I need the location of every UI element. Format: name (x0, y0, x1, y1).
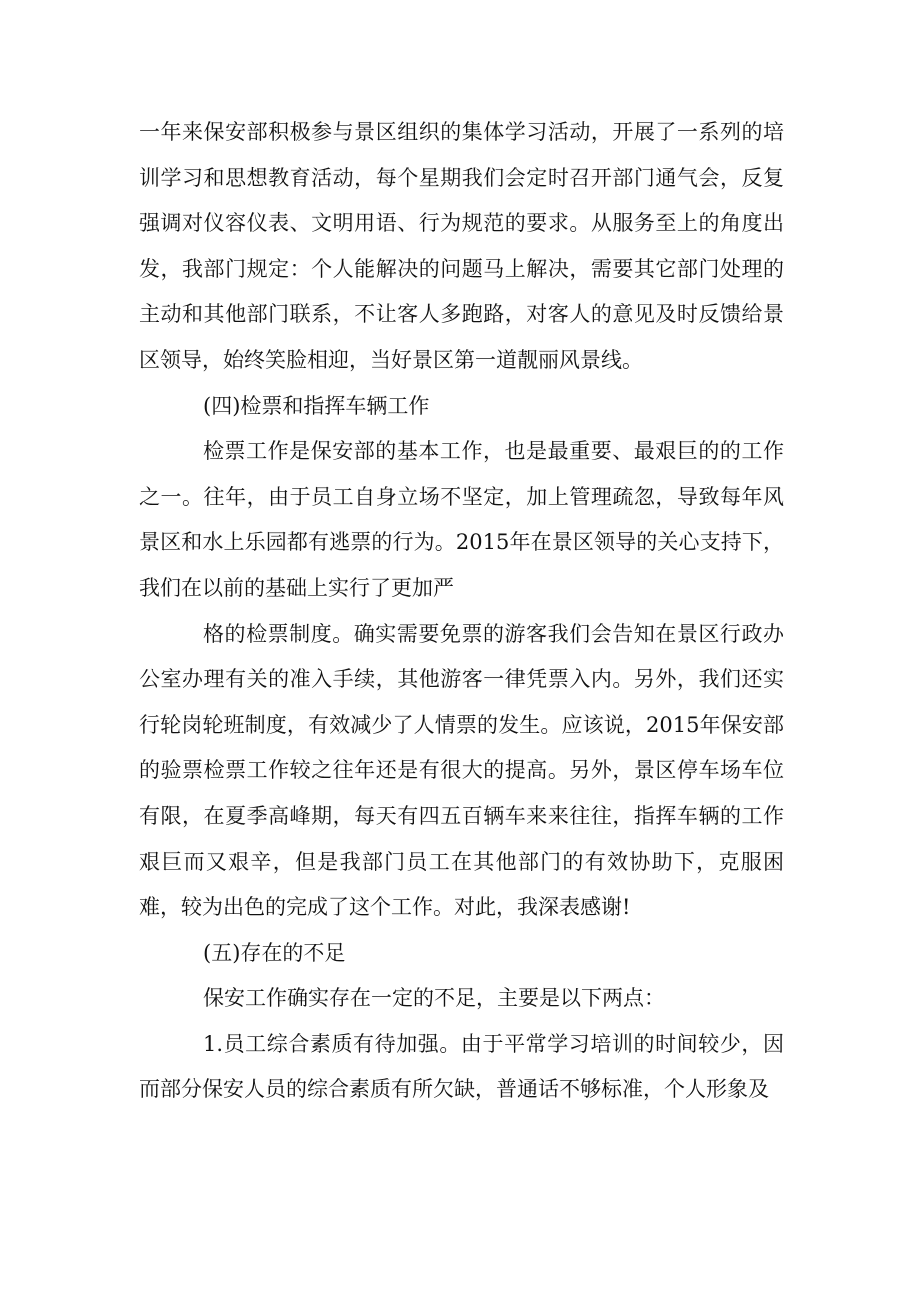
paragraph-training: 一年来保安部积极参与景区组织的集体学习活动，开展了一系列的培训学习和思想教育活动，每个星期我们会定时召开部门通气会，反复强调对仪容仪表、文明用语、行为规范的要求。从服务至上的角度出发，我部门规定：个人能解决的问题马上解决，需要其它部门处理的主动和其他部门联系，不让客人多跑路，对客人的意见及时反馈给景区领导，始终笑脸相迎，当好景区第一道靓丽风景线。 (139, 120, 784, 372)
paragraph-shortcomings-intro: 保安工作确实存在一定的不足，主要是以下两点： (203, 986, 665, 1011)
document-body (139, 110, 784, 1113)
section-heading-shortcomings: (五)存在的不足 (203, 940, 346, 965)
paragraph-ticket-checking: 检票工作是保安部的基本工作，也是最重要、最艰巨的的工作之一。往年，由于员工自身立场不坚定，加上管理疏忽，导致每年风景区和水上乐园都有逃票的行为。2015年在景区领导的关心支持下，我们在以前的基础上实行了更加严 (139, 439, 784, 600)
paragraph-ticket-system: 格的检票制度。确实需要免票的游客我们会告知在景区行政办公室办理有关的准入手续，其他游客一律凭票入内。另外，我们还实行轮岗轮班制度，有效减少了人情票的发生。应该说，2015年保安部的验票检票工作较之往年还是有很大的提高。另外，景区停车场车位有限，在夏季高峰期，每天有四五百辆车来来往往，指挥车辆的工作艰巨而又艰辛，但是我部门员工在其他部门的有效协助下，克服困难，较为出色的完成了这个工作。对此，我深表感谢! (139, 621, 784, 920)
section-heading-ticket-checking: (四)检票和指挥车辆工作 (203, 393, 430, 418)
paragraph-shortcoming-1: 1.员工综合素质有待加强。由于平常学习培训的时间较少，因而部分保安人员的综合素质有所欠缺，普通话不够标准，个人形象及 (139, 1031, 784, 1102)
